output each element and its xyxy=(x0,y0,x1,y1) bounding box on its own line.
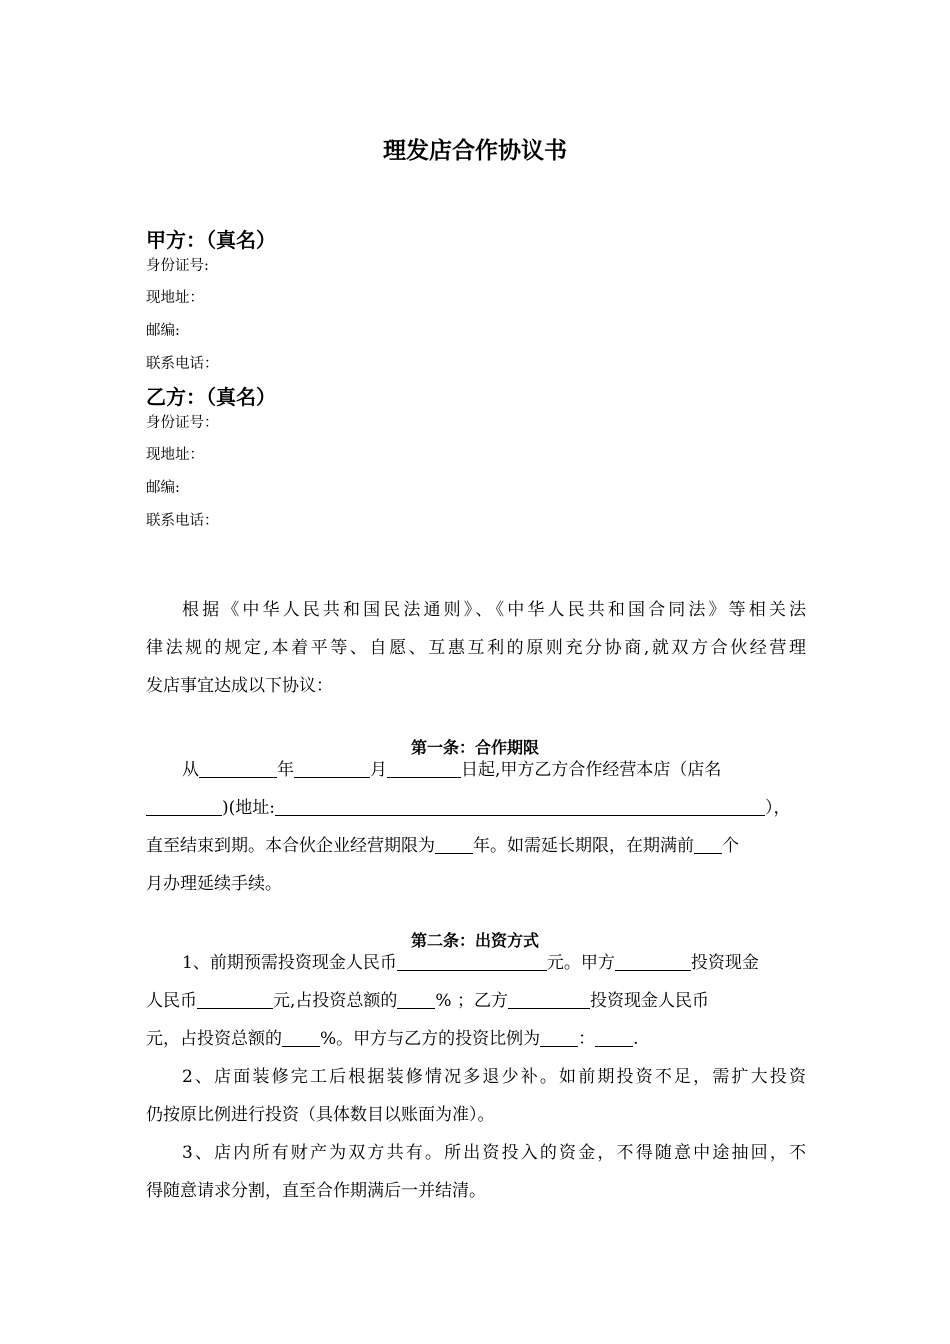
text-day-store-name: 日起,甲方乙方合作经营本店（店名 xyxy=(461,760,722,780)
text-party-a: 元。甲方 xyxy=(546,953,615,973)
party-b-id-label: 身份证号： xyxy=(146,415,219,431)
text-year: 年 xyxy=(277,760,294,780)
article-1-title: 第一条：合作期限 xyxy=(410,738,539,757)
party-b-postcode-label: 邮编: xyxy=(146,480,180,496)
text-closing-paren: ）， xyxy=(765,798,791,818)
blank-party-a-amount xyxy=(197,991,273,1009)
text-ratio: %。甲方与乙方的投资比例为 xyxy=(320,1029,541,1049)
article-2-line-6: 3、店内所有财产为双方共有。所出资投入的资金，不得随意中途抽回，不 xyxy=(182,1143,806,1163)
party-a-heading: 甲方：（真名） xyxy=(146,228,276,252)
article-2-line-4: 2、店面装修完工后根据装修情况多退少补。如前期投资不足，需扩大投资 xyxy=(182,1067,806,1087)
article-2-line-7: 得随意请求分割，直至合作期满后一并结清。 xyxy=(146,1181,486,1201)
text-share-b: 元，占投资总额的 xyxy=(146,1029,282,1049)
text-rmb: 人民币 xyxy=(146,991,197,1011)
text-term: 直至结束到期。本合伙企业经营期限为 xyxy=(146,836,435,856)
article-2-title: 第二条：出资方式 xyxy=(410,931,539,950)
party-b-phone-label: 联系电话： xyxy=(146,513,219,529)
article-2-line-5: 仍按原比例进行投资（具体数目以账面为准）。 xyxy=(146,1105,495,1125)
blank-months xyxy=(694,836,722,854)
intro-paragraph xyxy=(146,591,806,705)
article-1-line-2 xyxy=(146,789,806,827)
blank-party-a-name xyxy=(615,953,691,971)
intro-line: 律法规的规定,本着平等、自愿、互惠互利的原则充分协商,就双方合伙经营理 xyxy=(146,638,806,658)
party-a-id-label: 身份证号: xyxy=(146,258,209,274)
text-share: 元,占投资总额的 xyxy=(273,991,398,1011)
article-1-line-4: 月办理延续手续。 xyxy=(146,874,282,894)
text-total-investment: 1、前期预需投资现金人民币 xyxy=(182,953,397,973)
article-1-line-1 xyxy=(146,751,806,789)
blank-party-b-percent xyxy=(282,1029,320,1047)
article-1-line-3 xyxy=(146,827,806,865)
text-invest-cash: 投资现金 xyxy=(690,953,759,973)
intro-line: 根据《中华人民共和国民法通则》、《中华人民共和国合同法》等相关法 xyxy=(182,600,806,620)
party-a-phone-label: 联系电话： xyxy=(146,356,219,372)
blank-year xyxy=(199,760,277,778)
blank-total-amount xyxy=(397,953,547,971)
blank-term-years xyxy=(435,836,473,854)
party-b-heading: 乙方：（真名） xyxy=(146,385,276,409)
text-month: 月 xyxy=(370,760,387,780)
party-a-postcode-label: 邮编: xyxy=(146,323,180,339)
party-b-address-label: 现地址： xyxy=(146,447,204,463)
article-2-body xyxy=(146,944,806,1210)
article-2-line-3 xyxy=(146,1020,806,1058)
text-address: )(地址: xyxy=(222,798,275,818)
intro-line: 发店事宜达成以下协议： xyxy=(146,676,333,696)
blank-store-name xyxy=(146,798,222,816)
blank-party-a-percent xyxy=(397,991,435,1009)
text-party-b: % ；乙方 xyxy=(435,991,508,1011)
blank-month xyxy=(294,760,370,778)
document-title: 理发店合作协议书 xyxy=(383,138,567,164)
article-2-line-1 xyxy=(146,944,806,982)
blank-day xyxy=(387,760,461,778)
text-period: . xyxy=(633,1029,639,1049)
text-extend: 年。如需延长期限，在期满前 xyxy=(473,836,694,856)
article-2-line-2 xyxy=(146,982,806,1020)
article-1-body xyxy=(146,751,806,903)
text-colon: ： xyxy=(578,1029,596,1049)
blank-address xyxy=(275,798,765,816)
blank-ratio-b xyxy=(595,1029,633,1047)
text-invest-cash-rmb: 投资现金人民币 xyxy=(589,991,709,1011)
text-ge: 个 xyxy=(722,836,739,856)
blank-party-b-name xyxy=(508,991,590,1009)
blank-ratio-a xyxy=(540,1029,578,1047)
text-from: 从 xyxy=(182,760,199,780)
party-a-address-label: 现地址： xyxy=(146,290,204,306)
